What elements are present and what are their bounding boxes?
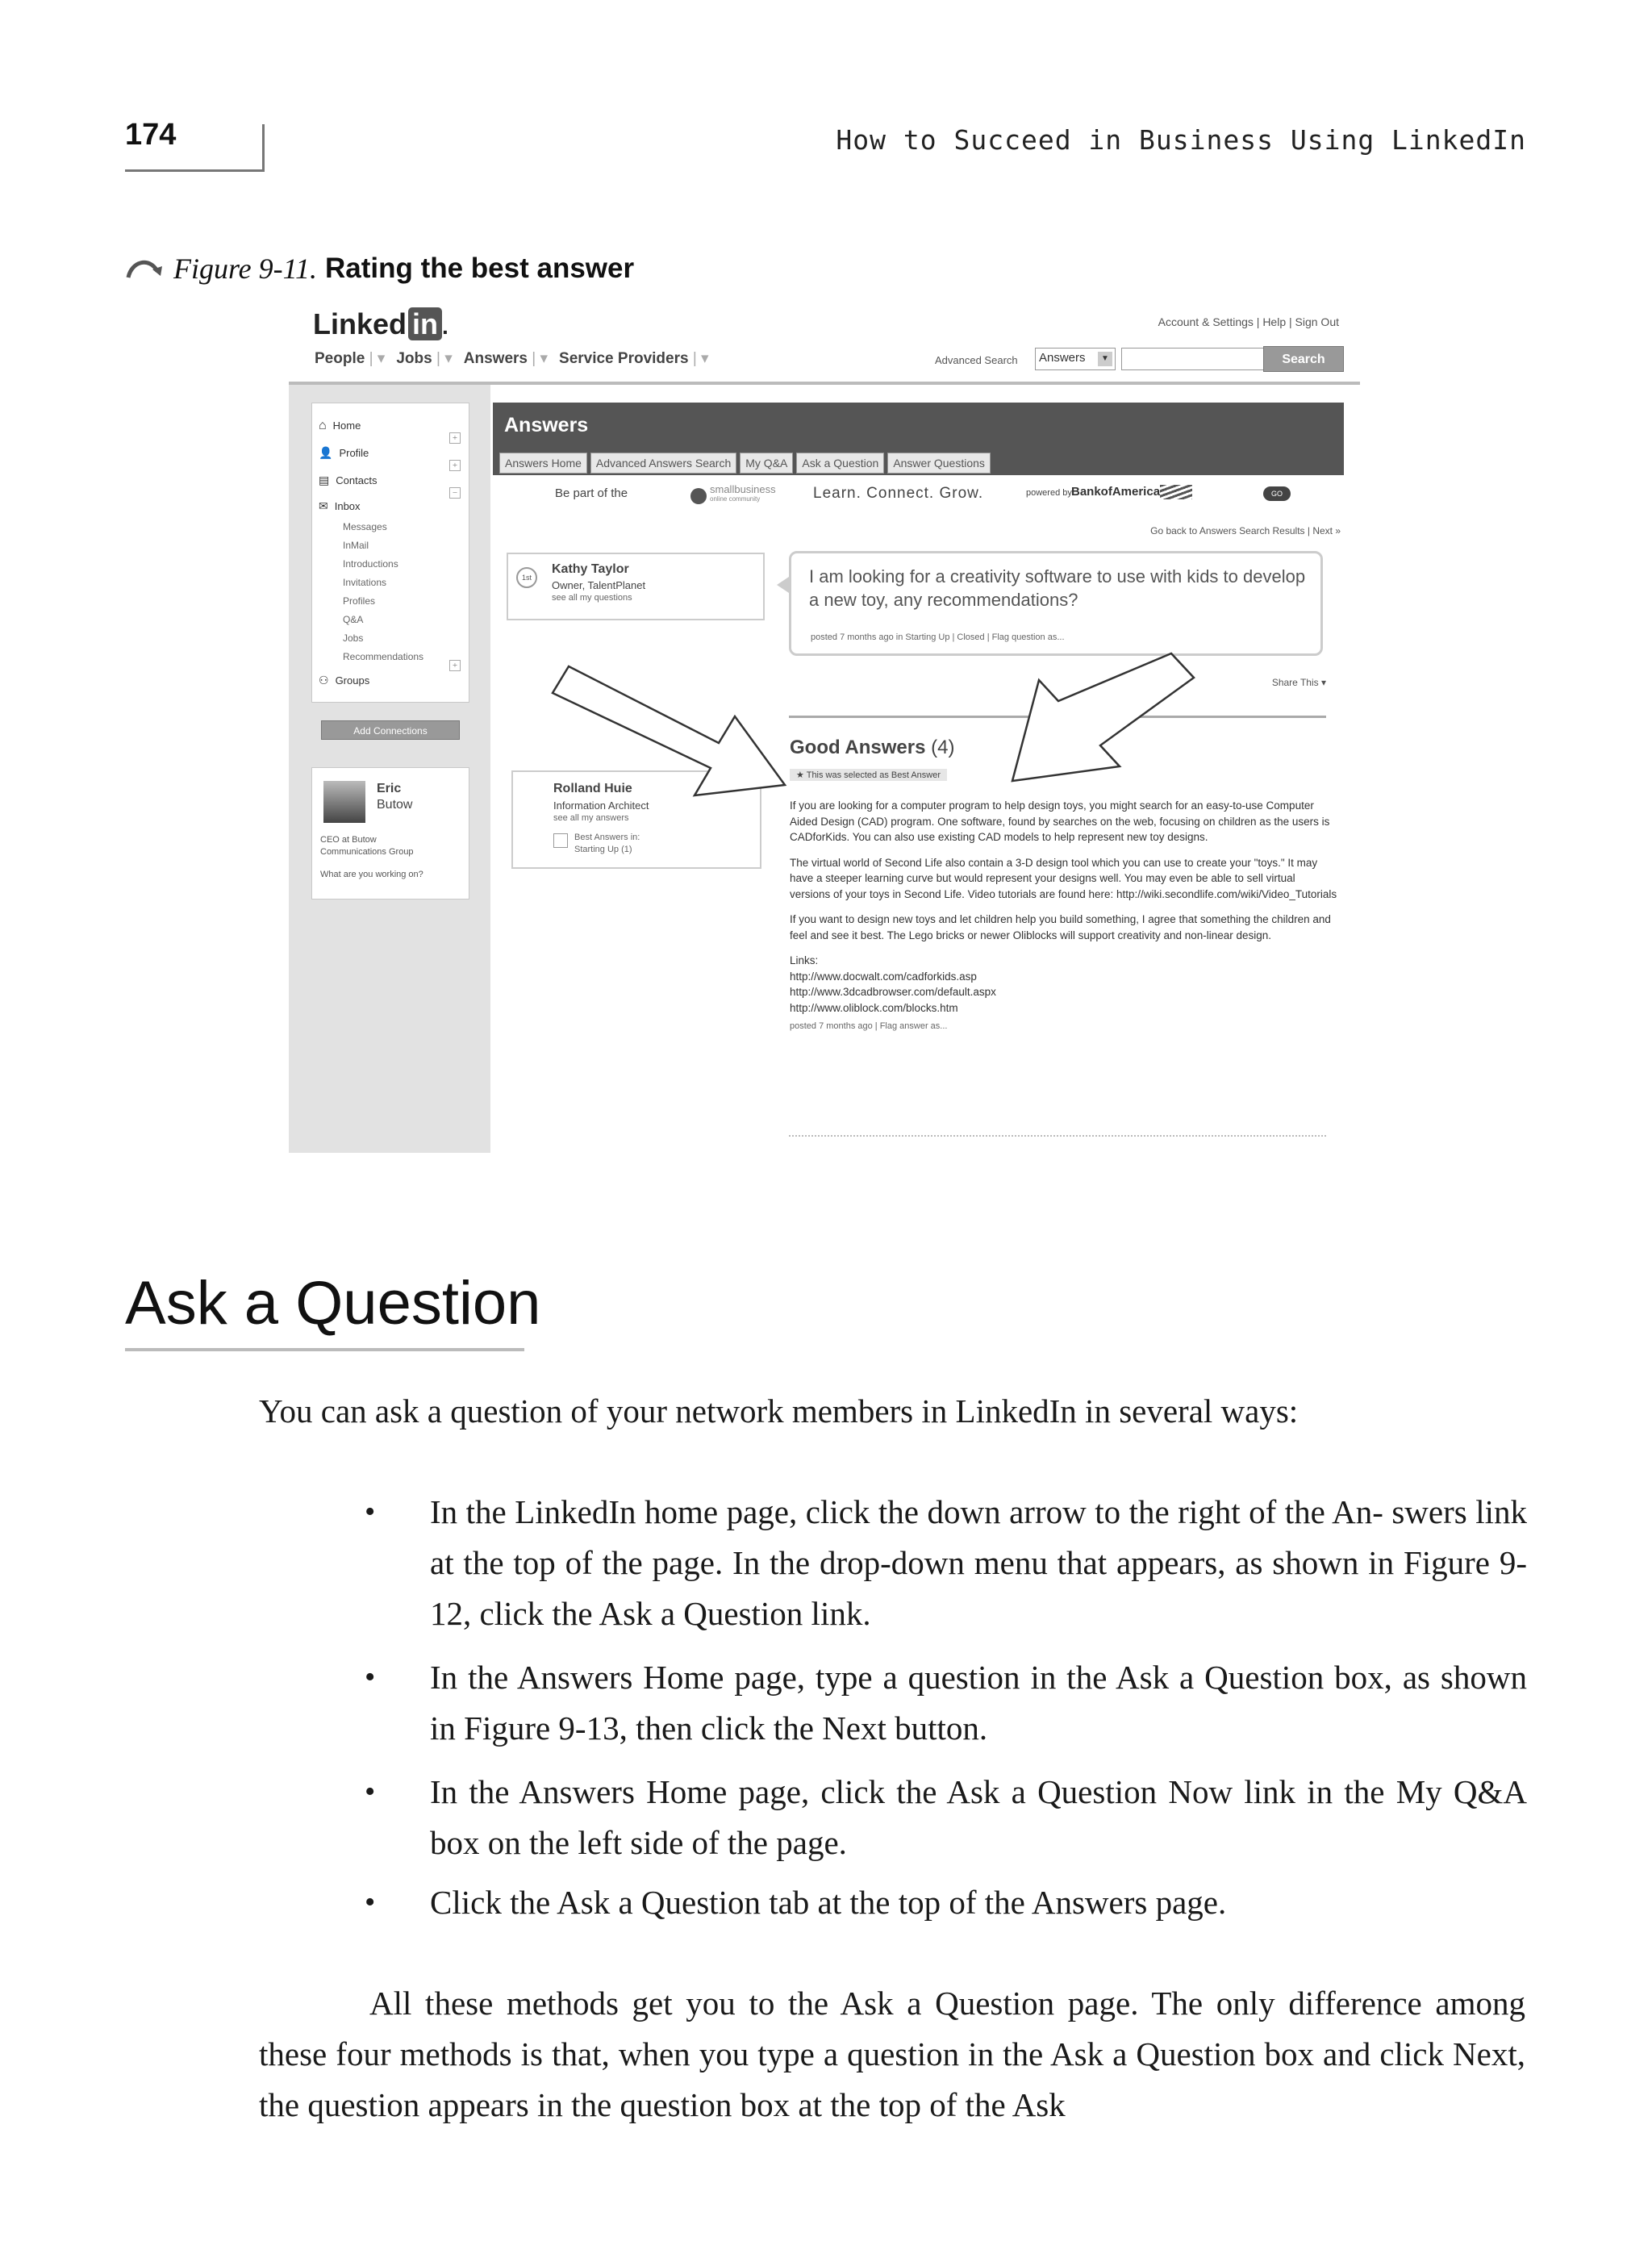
account-links[interactable]: Account & Settings | Help | Sign Out [1158, 315, 1339, 328]
answerer-name[interactable]: Rolland Huie [553, 782, 632, 795]
advanced-search-link[interactable]: Advanced Search [935, 354, 1018, 366]
user-title: CEO at Butow Communications Group [320, 835, 414, 857]
bullet-marker: • [365, 1495, 376, 1529]
nav-people[interactable]: People | ▾ [315, 350, 386, 367]
best-answer-flag: ★ This was selected as Best Answer [790, 769, 947, 781]
asker-name[interactable]: Kathy Taylor [552, 562, 629, 576]
tab-answers-home[interactable]: Answers Home [499, 453, 587, 474]
list-item: In the Answers Home page, click the Ask a Question Now link in the My Q&A box on the left side of the page. [430, 1773, 1527, 1861]
sidebar-subitem[interactable]: Introductions [343, 558, 398, 570]
section-heading-rule [125, 1348, 524, 1351]
running-head: How to Succeed in Business Using LinkedIn [836, 124, 1526, 156]
sidebar-subitem[interactable]: InMail [343, 540, 369, 551]
expand-plus-icon[interactable]: + [449, 432, 461, 444]
expand-plus-icon[interactable]: + [449, 660, 461, 671]
nav-service-providers[interactable]: Service Providers | ▾ [559, 350, 709, 367]
answer-paragraph: If you want to design new toys and let children help you build something, I agree that something the children and feel and see it best. The Lego bricks or newer Oliblocks will support creativity and non-linear design. [790, 913, 1331, 941]
answer-meta: posted 7 months ago | Flag answer as... [790, 1021, 948, 1031]
nav-answers[interactable]: Answers | ▾ [463, 350, 549, 367]
person-icon: 👤 [319, 445, 333, 459]
links-label: Links: [790, 954, 819, 966]
header-rule-vertical [262, 124, 265, 172]
banner-powered: powered by [1026, 488, 1072, 498]
intro-paragraph: You can ask a question of your network members in LinkedIn in several ways: [259, 1392, 1299, 1430]
share-this-link[interactable]: Share This ▾ [1271, 677, 1326, 688]
answer-paragraph: If you are looking for a computer program to help design toys, you might search for an easy-to-use Computer Aided Design (CAD) program. One software, found by searches on the web, focusing on children as the users is CADforKids. You can also use existing CAD models to help represent new toy designs. [790, 799, 1330, 843]
callout-arrow-left-icon [553, 666, 785, 795]
inbox-icon: ✉ [319, 499, 328, 512]
banner-part-text: Be part of the [555, 486, 628, 500]
sidebar-item-contacts[interactable]: ▤ Contacts [319, 473, 378, 486]
sidebar-subitem[interactable]: Profiles [343, 595, 376, 607]
linkedin-screenshot [289, 301, 1360, 1153]
page-number: 174 [125, 118, 177, 152]
answer-link[interactable]: http://www.oliblock.com/blocks.htm [790, 1001, 958, 1014]
figure-label: Figure 9-11. [173, 253, 317, 285]
list-item: In the Answers Home page, type a question in the Ask a Question box, as shown in Figure 9-13, then click the Next button. [430, 1659, 1527, 1747]
sidebar-subitem[interactable]: Recommendations [343, 651, 424, 662]
bullet-marker: • [365, 1775, 376, 1809]
asker-title: Owner, TalentPlanet [552, 579, 646, 591]
collapse-minus-icon[interactable]: − [449, 487, 461, 499]
answer-link[interactable]: http://www.docwalt.com/cadforkids.asp [790, 970, 977, 983]
section-heading: Ask a Question [125, 1269, 541, 1338]
search-button[interactable]: Search [1263, 346, 1344, 372]
answer-paragraph: The virtual world of Second Life also contain a 3-D design tool which you can use to create your "toys." It may have a steeper learning curve but would represent your designs well. You may even be able to sell virtual versions of your toys in Second Life. Video tutorials are found here: http://wiki.secondlife.com/wiki/Video_Tutorials [790, 856, 1337, 900]
callout-arrow-right-icon [1012, 653, 1194, 781]
good-answers-heading: Good Answers (4) [790, 737, 955, 758]
asker-questions-link[interactable]: see all my questions [552, 593, 632, 603]
header-rule [125, 169, 264, 172]
figure-title: Rating the best answer [324, 253, 635, 284]
user-first-name[interactable]: Eric [377, 782, 402, 795]
answerer-best: Best Answers in: Starting Up (1) [574, 833, 640, 854]
question-text: I am looking for a creativity software to use with kids to develop a new toy, any recommendations? [809, 566, 1306, 610]
user-last-name[interactable]: Butow [377, 798, 413, 812]
expand-plus-icon[interactable]: + [449, 460, 461, 471]
callout-arrows [289, 301, 1360, 1153]
search-scope-select[interactable]: Answers ▼ [1035, 348, 1116, 370]
sidebar-subitem[interactable]: Messages [343, 521, 387, 532]
contacts-icon: ▤ [319, 473, 330, 486]
banner-tagline: Learn. Connect. Grow. [813, 485, 984, 502]
sidebar-item-inbox[interactable]: ✉ Inbox [319, 499, 361, 512]
groups-icon: ⚇ [319, 673, 329, 687]
curved-arrow-icon [125, 257, 165, 281]
answerer-answers-link[interactable]: see all my answers [553, 813, 629, 823]
bullet-marker: • [365, 1660, 376, 1694]
go-back-link[interactable]: Go back to Answers Search Results | Next » [1150, 525, 1341, 536]
tab-answer-questions[interactable]: Answer Questions [887, 453, 991, 474]
tab-ask-a-question[interactable]: Ask a Question [796, 453, 884, 474]
sidebar-subitem[interactable]: Invitations [343, 577, 387, 588]
sidebar-item-home[interactable]: ⌂ Home [319, 418, 361, 432]
sidebar-item-groups[interactable]: ⚇ Groups [319, 673, 370, 687]
banner-smallbusiness[interactable]: smallbusiness online community [710, 483, 776, 503]
banner-go-button[interactable]: GO [1263, 486, 1291, 501]
answers-title: Answers [504, 414, 589, 436]
tab-advanced-answers-search[interactable]: Advanced Answers Search [590, 453, 736, 474]
question-meta: posted 7 months ago in Starting Up | Closed | Flag question as... [811, 632, 1065, 642]
tab-my-qa[interactable]: My Q&A [740, 453, 793, 474]
connection-degree-badge: 1st [516, 567, 537, 588]
answer-link[interactable]: http://www.3dcadbrowser.com/default.aspx [790, 986, 996, 998]
list-item: Click the Ask a Question tab at the top of the Answers page. [430, 1884, 1227, 1921]
chevron-down-icon: ▼ [1098, 352, 1112, 366]
add-connections-button[interactable]: Add Connections [321, 720, 460, 740]
banner-bank: BankofAmerica [1071, 485, 1161, 499]
working-on-link[interactable]: What are you working on? [320, 870, 423, 879]
bullet-marker: • [365, 1885, 376, 1919]
nav-jobs[interactable]: Jobs | ▾ [396, 350, 453, 367]
linkedin-logo[interactable]: Linked in . [313, 307, 448, 340]
home-icon: ⌂ [319, 418, 327, 432]
list-item: In the LinkedIn home page, click the down arrow to the right of the An- swers link at the top of the page. In the drop-down menu that appears, as shown in Figure 9-12, click the Ask a Question link. [430, 1493, 1527, 1632]
sidebar-subitem[interactable]: Q&A [343, 614, 364, 625]
sidebar-subitem[interactable]: Jobs [343, 632, 364, 644]
closing-paragraph: All these methods get you to the Ask a Question page. The only difference among these four methods is that, when you type a question in the Ask a Question box and click Next, the question appears in the question box at the top of the Ask [259, 1985, 1525, 2123]
figure-caption [125, 252, 634, 286]
sidebar-item-profile[interactable]: 👤 Profile [319, 445, 369, 459]
answerer-title: Information Architect [553, 799, 649, 812]
